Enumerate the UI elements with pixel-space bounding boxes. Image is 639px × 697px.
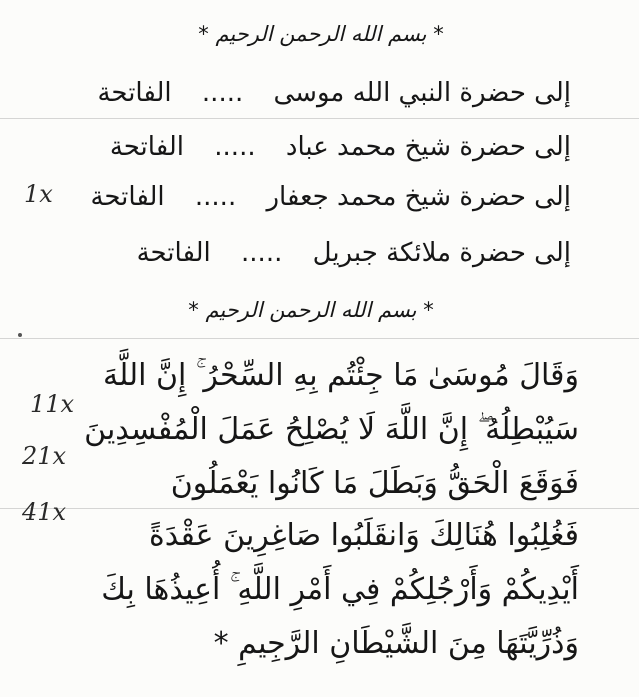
- verse-line: فَغُلِبُوا هُنَالِكَ وَانقَلَبُوا صَاغِرِينَ عَقْدَةً: [149, 518, 579, 553]
- verse-line: وَذُرِّيَّتَهَا مِنَ الشَّيْطَانِ الرَّجِيمِ *: [213, 626, 579, 661]
- invocation-text: إلى حضرة شيخ محمد جعفار: [266, 182, 571, 212]
- invocation-line: [51, 78, 571, 108]
- verse-count: 11x: [30, 390, 75, 418]
- fatiha-label: الفاتحة: [136, 238, 211, 268]
- verse-line: سَيُبْطِلُهُ ۖ إِنَّ اللَّهَ لَا يُصْلِحُ عَمَلَ الْمُفْسِدِينَ: [84, 412, 579, 447]
- second-basmala: * بسم الله الرحمن الرحيم *: [188, 298, 434, 322]
- paper-fold-line: [0, 508, 639, 509]
- header-basmala: * بسم الله الرحمن الرحيم *: [198, 22, 444, 46]
- paper-fold-line: [0, 118, 639, 119]
- invocation-line: [51, 182, 571, 212]
- verse-count: 21x: [22, 442, 67, 470]
- invocation-line: [51, 238, 571, 268]
- verse-line: فَوَقَعَ الْحَقُّ وَبَطَلَ مَا كَانُوا يَعْمَلُونَ: [170, 466, 579, 501]
- invocation-dots: .....: [201, 78, 244, 108]
- invocation-text: إلى حضرة النبي الله موسى: [273, 78, 571, 108]
- invocation-text: إلى حضرة ملائكة جبريل: [312, 238, 571, 268]
- stray-mark: [18, 333, 22, 337]
- invocation-text: إلى حضرة شيخ محمد عباد: [285, 132, 571, 162]
- invocation-line: [51, 132, 571, 162]
- invocation-count: 1x: [24, 180, 53, 208]
- verse-count: 41x: [22, 498, 67, 526]
- invocation-dots: .....: [214, 132, 256, 162]
- invocation-dots: .....: [241, 238, 283, 268]
- fatiha-label: الفاتحة: [109, 132, 185, 162]
- verse-line: أَيْدِيكُمْ وَأَرْجُلِكُمْ فِي أَمْرِ اللَّهِ ۚ أُعِيذُهَا بِكَ: [101, 572, 579, 607]
- invocation-dots: .....: [194, 182, 237, 212]
- verse-line: وَقَالَ مُوسَىٰ مَا جِئْتُم بِهِ السِّحْرُ ۚ إِنَّ اللَّهَ: [102, 358, 579, 393]
- fatiha-label: الفاتحة: [90, 182, 165, 212]
- fatiha-label: الفاتحة: [97, 78, 172, 108]
- paper-fold-line: [0, 338, 639, 339]
